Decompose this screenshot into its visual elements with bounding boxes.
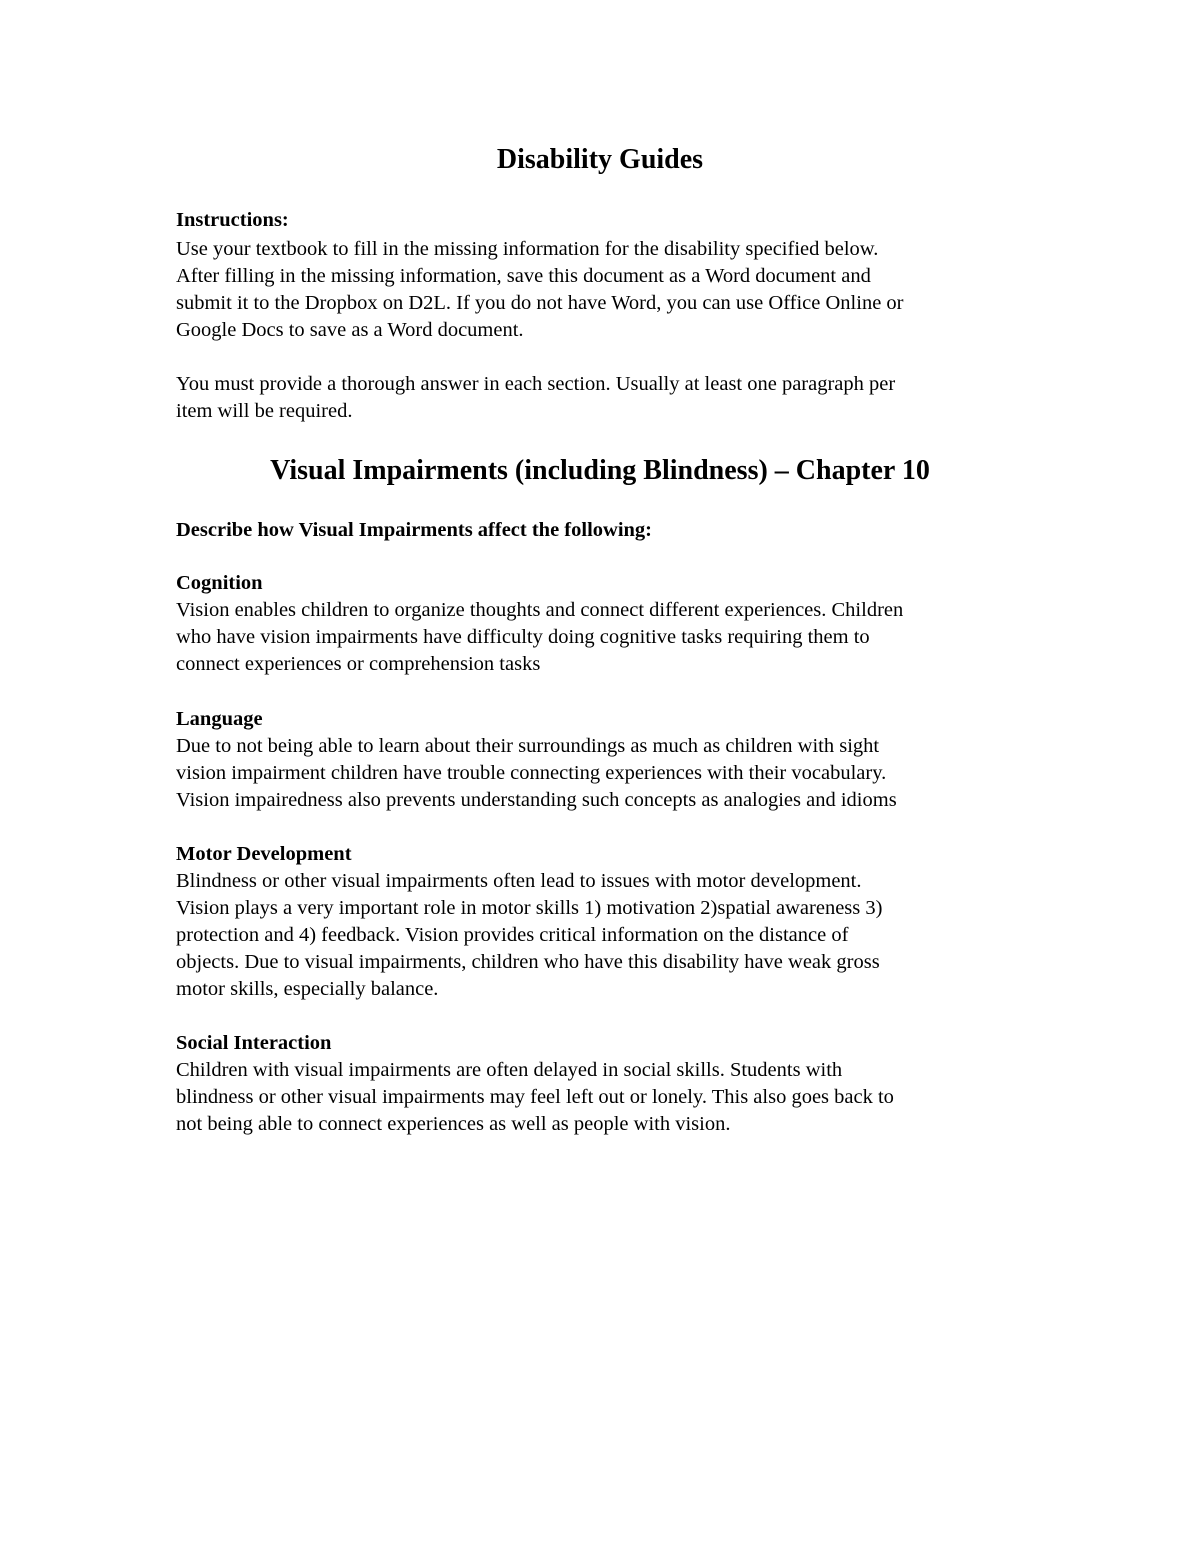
instructions-line: item will be required. <box>176 400 353 422</box>
section-line: Blindness or other visual impairments often lead to issues with motor development. <box>176 870 862 892</box>
section-line: who have vision impairments have difficulty doing cognitive tasks requiring them to <box>176 626 870 648</box>
instructions-heading: Instructions: <box>176 209 289 231</box>
section-line: Vision impairedness also prevents understanding such concepts as analogies and idioms <box>176 789 897 811</box>
chapter-heading: Visual Impairments (including Blindness) – Chapter 10 <box>270 455 930 486</box>
instructions-line: Use your textbook to fill in the missing information for the disability specified below. <box>176 238 879 260</box>
section-prompt: Describe how Visual Impairments affect the following: <box>176 519 653 541</box>
section-heading-language: Language <box>176 708 263 730</box>
section-line: protection and 4) feedback. Vision provides critical information on the distance of <box>176 924 849 946</box>
instructions-line: You must provide a thorough answer in each section. Usually at least one paragraph per <box>176 373 896 395</box>
section-line: Children with visual impairments are often delayed in social skills. Students with <box>176 1059 843 1081</box>
section-heading-motor-development: Motor Development <box>176 843 352 865</box>
instructions-line: submit it to the Dropbox on D2L. If you do not have Word, you can use Office Online or <box>176 292 904 314</box>
section-heading-social-interaction: Social Interaction <box>176 1032 332 1054</box>
section-line: not being able to connect experiences as well as people with vision. <box>176 1113 731 1135</box>
instructions-line: After filling in the missing information, save this document as a Word document and <box>176 265 871 287</box>
section-line: objects. Due to visual impairments, children who have this disability have weak gross <box>176 951 880 973</box>
instructions-line: Google Docs to save as a Word document. <box>176 319 524 341</box>
section-line: connect experiences or comprehension tasks <box>176 653 541 675</box>
section-line: motor skills, especially balance. <box>176 978 439 1000</box>
section-line: blindness or other visual impairments may feel left out or lonely. This also goes back to <box>176 1086 894 1108</box>
section-line: Vision plays a very important role in motor skills 1) motivation 2)spatial awareness 3) <box>176 897 883 919</box>
section-line: vision impairment children have trouble connecting experiences with their vocabulary. <box>176 762 887 784</box>
document-title: Disability Guides <box>496 144 704 175</box>
section-heading-cognition: Cognition <box>176 572 263 594</box>
section-line: Vision enables children to organize thoughts and connect different experiences. Children <box>176 599 904 621</box>
section-line: Due to not being able to learn about their surroundings as much as children with sight <box>176 735 880 757</box>
